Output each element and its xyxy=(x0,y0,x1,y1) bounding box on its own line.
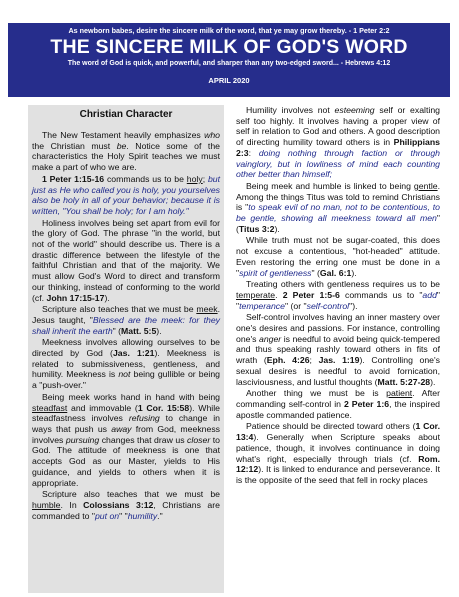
right-paragraphs xyxy=(236,105,440,486)
article-paragraph: Meekness involves allowing ourselves to be directed by God (Jas. 1:21). Meekness is related to submissiveness, gentleness, and humility. Meekness is not being gullible or being a "push-over." xyxy=(32,337,220,391)
article-heading: Christian Character xyxy=(79,109,173,120)
article-paragraph: Scripture also teaches that we must be meek. Jesus taught, "Blessed are the meek: for they shall inherit the earth" (Matt. 5:5). xyxy=(32,304,220,336)
article-paragraph: Being meek and humble is linked to being gentle. Among the things Titus was told to remind Christians is "to speak evil of no man, not to be contentious, to be gentle, showing all meekness toward all men" (Titus 3:2). xyxy=(236,180,440,234)
article-paragraph: 1 Peter 1:15-16 commands us to be holy; but just as He who called you is holy, you yourselves also be holy in all of your behavior; because it is written, "You shall be holy; for I am holy." xyxy=(32,173,221,216)
article-paragraph: Scripture also teaches that we must be humble. In Colossians 3:12, Christians are commanded to "put on" "humility." xyxy=(32,489,220,521)
article-column-left xyxy=(28,105,224,593)
article-paragraph: Another thing we must be is patient. After commanding self-control in 2 Peter 1:6, the inspired apostle commanded patience. xyxy=(236,388,440,420)
article-paragraph: The New Testament heavily emphasizes who the Christian must be. Notice some of the characteristics the Holy Spirit teaches we must make a part of who we are. xyxy=(32,130,220,173)
left-paragraphs xyxy=(28,130,224,521)
article-paragraph: Humility involves not esteeming self or exalting self too highly. It involves having a proper view of self in relation to God and others. A good description of directing humility toward others is in Philippians 2:3: doing nothing through faction or through vainglory, but in lowliness of mind each counting other better than himself; xyxy=(236,105,440,180)
article-paragraph: Patience should be directed toward others (1 Cor. 13:4). Generally when Scripture speaks about patience, though, it involves continuance in doing what's right, especially through trials (cf. Rom. 12:12). It is linked to endurance and perseverance. It is the opposite of the seed that fell in rocky places xyxy=(236,421,440,485)
issue-date: APRIL 2020 xyxy=(208,76,250,85)
masthead-tagline: As newborn babes, desire the sincere milk of the word, that ye may grow thereby. - 1 Peter 2:2 xyxy=(68,26,390,35)
article-paragraph: Self-control involves having an inner mastery over one's desires and passions. For instance, controlling one's anger is needful to avoid being quick-tempered and thus speaking rashly toward others in fits of wrath (Eph. 4:26; Jas. 1:19). Controlling one's sexual desires is needful to avoid fornication, lasciviousness, and lustful thoughts (Matt. 5:27-28). xyxy=(236,312,440,387)
masthead-title: THE SINCERE MILK OF GOD'S WORD xyxy=(50,36,408,58)
masthead-banner xyxy=(8,23,450,97)
article-paragraph: Holiness involves being set apart from evil for the glory of God. The phrase "in the world, but not of the world" should describe us. There is a drastic difference between the lifestyle of the faithful Christian and that of the majority. We must allow God's Word to direct and transform our thinking, instead of conforming to the world (cf. John 17:15-17). xyxy=(32,217,220,303)
article-paragraph: While truth must not be sugar-coated, this does not excuse a contentious, "hot-headed" attitude. Even restoring the erring one must be done in a "spirit of gentleness" (Gal. 6:1). xyxy=(236,235,440,278)
article-paragraph: Treating others with gentleness requires us to be temperate. 2 Peter 1:5-6 commands us to "add" "temperance" (or "self-control"). xyxy=(236,279,440,311)
article-column-right xyxy=(236,105,440,593)
masthead-subtitle: The word of God is quick, and powerful, and sharper than any two-edged sword... - Hebrews 4:12 xyxy=(67,60,391,67)
article-paragraph: Being meek works hand in hand with being steadfast and immovable (1 Cor. 15:58). While steadfastness involves refusing to change in ways that push us away from God, meekness involves pursuing changes that draw us closer to God. The attitude of meekness is one that accepts God as our Master, yields to His guidance, and yields to others when it is appropriate. xyxy=(32,391,221,488)
